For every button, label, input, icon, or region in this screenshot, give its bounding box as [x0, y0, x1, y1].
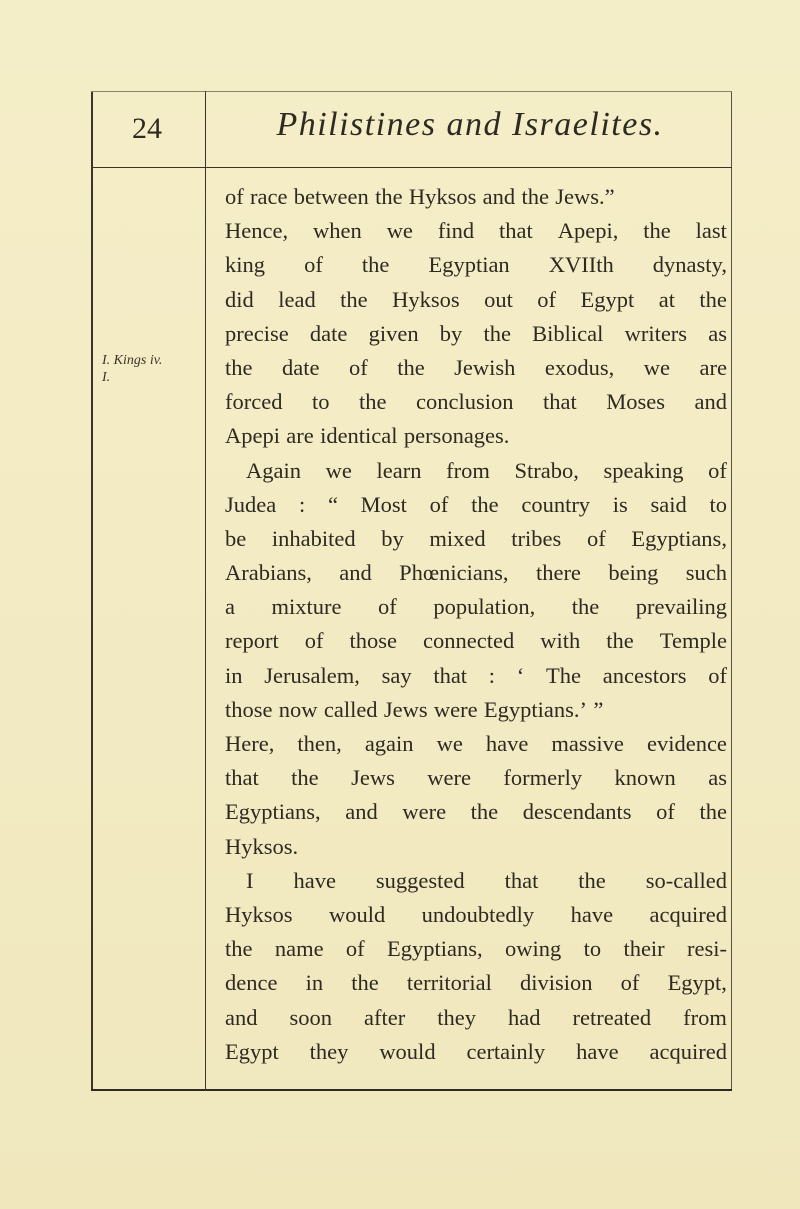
text-line: Again we learn from Strabo, speaking of	[246, 457, 727, 483]
text-line: Hence, when we find that Apepi, the last	[225, 218, 727, 244]
top-rule	[91, 91, 732, 92]
margin-note-verse: I.	[102, 370, 111, 385]
text-line: those now called Jews were Egyptians.’ ”	[225, 696, 604, 722]
running-head: Philistines and Israelites.	[276, 106, 664, 143]
text-line: the date of the Jewish exodus, we are	[225, 354, 727, 380]
text-line: I have suggested that the so-called	[246, 867, 727, 893]
text-line: a mixture of population, the prevailing	[225, 594, 727, 620]
margin-note	[102, 352, 202, 386]
text-line: the name of Egyptians, owing to their resi-	[225, 936, 727, 962]
text-line: Here, then, again we have massive evidence	[225, 731, 727, 756]
text-line: dence in the territorial division of Egypt,	[225, 970, 727, 996]
margin-column-divider	[205, 91, 206, 1091]
text-line: report of those connected with the Temple	[225, 628, 727, 654]
text-line: Hyksos.	[225, 833, 299, 859]
text-line: Arabians, and Phœnicians, there being such	[225, 560, 727, 586]
text-line: of race between the Hyksos and the Jews.”	[225, 184, 615, 209]
text-line: be inhabited by mixed tribes of Egyptians,	[225, 525, 727, 551]
text-line: Hyksos would undoubtedly have acquired	[225, 901, 727, 927]
text-line: Egypt they would certainly have acquired	[225, 1038, 727, 1064]
text-line: that the Jews were formerly known as	[225, 765, 727, 791]
page-number: 24	[132, 112, 162, 145]
body-text	[225, 180, 727, 1069]
text-line: king of the Egyptian XVIIth dynasty,	[225, 252, 727, 278]
text-line: and soon after they had retreated from	[225, 1004, 727, 1030]
text-line: Apepi are identical personages.	[225, 423, 510, 449]
text-line: in Jerusalem, say that : ‘ The ancestors of	[225, 662, 727, 688]
margin-note-reference: I. Kings iv.	[102, 353, 163, 368]
text-line: precise date given by the Biblical writers as	[225, 320, 727, 346]
bottom-rule	[91, 1089, 732, 1091]
text-line: Judea : “ Most of the country is said to	[225, 491, 727, 517]
text-line: forced to the conclusion that Moses and	[225, 389, 727, 415]
header-rule	[91, 167, 732, 168]
text-line: Egyptians, and were the descendants of the	[225, 799, 727, 825]
text-line: did lead the Hyksos out of Egypt at the	[225, 286, 727, 312]
